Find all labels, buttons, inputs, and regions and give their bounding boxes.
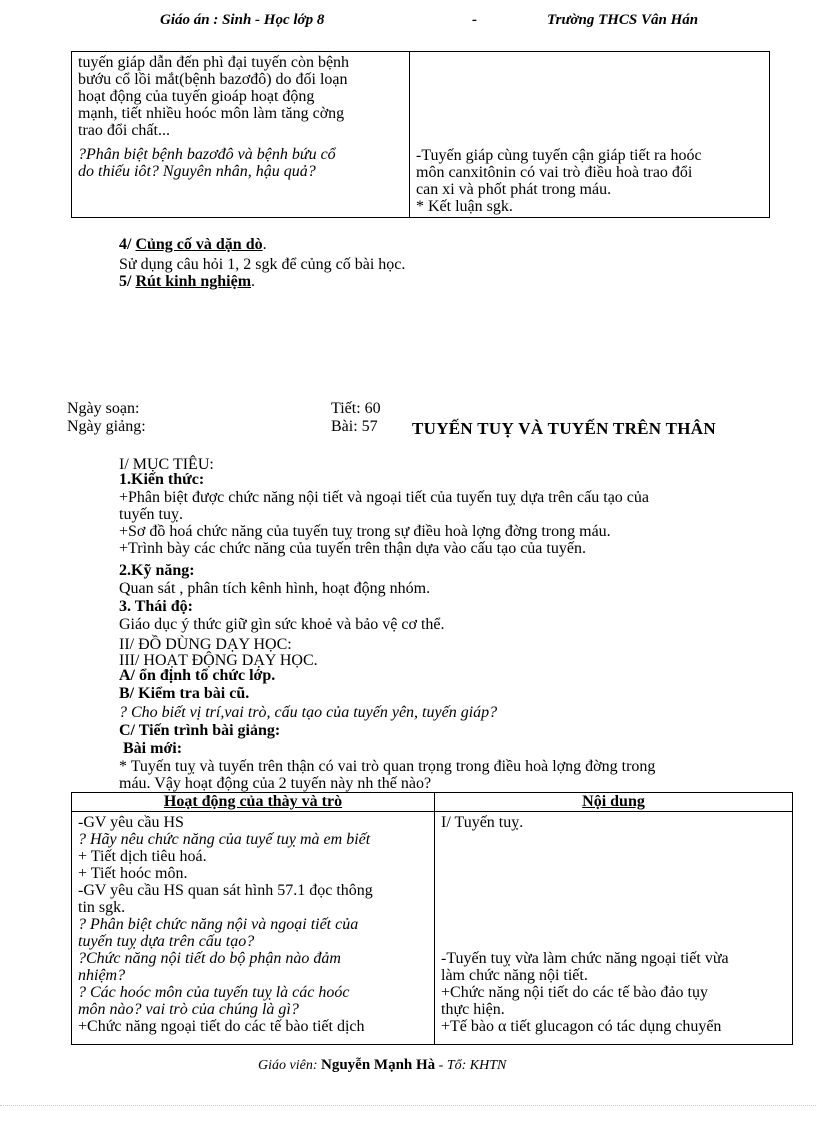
- activity-right-line: -Tuyến tuỵ vừa làm chức năng ngoại tiết vừa: [441, 950, 729, 967]
- ngay-giang: Ngày giảng:: [67, 418, 146, 435]
- activity-left-line: tuyến tuỵ dựa trên cấu tạo?: [78, 933, 255, 950]
- section5-number: 5/: [119, 273, 132, 290]
- part-a: A/ ổn định tổ chức lớp.: [119, 667, 276, 684]
- footer-suffix: - Tổ: KHTN: [438, 1058, 507, 1073]
- skill-text: Quan sát , phân tích kênh hình, hoạt động nhóm.: [119, 580, 431, 597]
- top-table-right-cell: [410, 52, 770, 218]
- text-line: trao đổi chất...: [78, 122, 170, 139]
- footer-name: Nguyễn Mạnh Hà: [320, 1057, 436, 1073]
- activity-right-line: làm chức năng nội tiết.: [441, 967, 588, 984]
- text-line: mạnh, tiết nhiều hoóc môn làm tăng cờng: [78, 105, 345, 122]
- top-right-lines: [416, 147, 763, 215]
- tiet: Tiết: 60: [331, 400, 381, 417]
- knowledge-lines: [119, 489, 649, 557]
- text-line: tuyến giáp dẫn đến phì đại tuyến còn bệnh: [78, 54, 350, 71]
- knowledge-line: tuyến tuỵ.: [119, 506, 183, 523]
- intro-lines: [119, 758, 655, 792]
- activity-col1-header-text: Hoạt động của thày và trò: [163, 793, 343, 810]
- activity-right-line: thực hiện.: [441, 1001, 505, 1018]
- skill-heading: 2.Kỹ năng:: [119, 562, 195, 579]
- knowledge-line: +Trình bày các chức năng của tuyến trên thận dựa vào cấu tạo của tuyến.: [119, 540, 586, 557]
- text-line: môn canxitônin có vai trò điều hoà trao đổi: [416, 164, 693, 181]
- attitude-heading: 3. Thái độ:: [119, 598, 193, 615]
- activity-left-cell: [72, 812, 435, 1045]
- lesson-title: TUYẾN TUỴ VÀ TUYẾN TRÊN THÂN: [412, 419, 716, 438]
- bai: Bài: 57: [331, 418, 378, 435]
- section5-punct: .: [251, 273, 256, 290]
- activity-left-line: ? Hãy nêu chức năng của tuyế tuỵ mà em biết: [78, 831, 371, 848]
- activity-right-line: +Chức năng nội tiết do các tế bào đảo tụy: [441, 984, 708, 1001]
- objectives-heading: I/ MỤC TIÊU:: [119, 456, 214, 473]
- top-left-question: [78, 146, 403, 180]
- activity-left-line: ?Chức năng nội tiết do bộ phận nào đảm: [78, 950, 341, 967]
- section4-heading: [119, 236, 267, 253]
- intro-line: * Tuyến tuỵ và tuyến trên thận có vai trò quan trọng trong điều hoà lợng đờng trong: [119, 758, 656, 775]
- section5-heading: [119, 273, 255, 290]
- header-separator: -: [472, 12, 477, 28]
- activity-left-line: + Tiết dịch tiêu hoá.: [78, 848, 207, 865]
- text-line: * Kết luận sgk.: [416, 198, 513, 215]
- top-table: [71, 51, 770, 218]
- section3-heading: III/ HOẠT ĐỘNG DẠY HỌC.: [119, 652, 318, 669]
- ngay-soan: Ngày soạn:: [67, 400, 140, 417]
- top-left-lines: [78, 54, 403, 139]
- activity-col2-header: [435, 793, 793, 812]
- activity-col2-header-text: Nội dung: [582, 793, 645, 810]
- footer-divider: [0, 1104, 816, 1106]
- part-c: C/ Tiến trình bài giảng:: [119, 722, 281, 739]
- section5-title: Rút kinh nghiệm: [135, 273, 252, 290]
- section4-number: 4/: [119, 236, 132, 253]
- question-line: ?Phân biệt bệnh bazơđô và bệnh bứu cổ: [78, 146, 336, 163]
- text-line: bướu cổ lồi mắt(bệnh bazơđô) do đối loạn: [78, 71, 348, 88]
- new-lesson: Bài mới:: [123, 740, 183, 757]
- activity-left-line: ? Phân biệt chức năng nội và ngoại tiết của: [78, 916, 359, 933]
- footer-label: Giáo viên:: [258, 1058, 318, 1073]
- header-right: Trường THCS Vân Hán: [547, 12, 699, 28]
- activity-col1-header: [72, 793, 435, 812]
- text-line: -Tuyến giáp cùng tuyến cận giáp tiết ra hoóc: [416, 147, 702, 164]
- knowledge-line: +Sơ đồ hoá chức năng của tuyến tuỵ trong sự điều hoà lợng đờng trong máu.: [119, 523, 611, 540]
- activity-left-line: ? Các hoóc môn của tuyến tuỵ là các hoóc: [78, 984, 350, 1001]
- part-b-question: ? Cho biết vị trí,vai trò, cấu tạo của tuyến yên, tuyến giáp?: [119, 704, 498, 721]
- activity-left-line: nhiệm?: [78, 967, 126, 984]
- text-line: can xi và phốt phát trong máu.: [416, 181, 612, 198]
- attitude-text: Giáo dục ý thức giữ gìn sức khoẻ và bảo vệ cơ thể.: [119, 616, 445, 633]
- activity-left-line: tin sgk.: [78, 899, 126, 916]
- activity-left-lines: [78, 814, 428, 1035]
- activity-left-line: +Chức năng ngoại tiết do các tế bào tiết dịch: [78, 1018, 365, 1035]
- knowledge-line: +Phân biệt được chức năng nội tiết và ngoại tiết của tuyến tuỵ dựa trên cấu tạo của: [119, 489, 649, 506]
- top-table-left-cell: [72, 52, 410, 218]
- section4-title: Củng cố và dặn dò: [135, 236, 263, 253]
- footer: [258, 1057, 506, 1074]
- activity-left-line: -GV yêu cầu HS quan sát hình 57.1 đọc thông: [78, 882, 373, 899]
- section4-text: Sử dụng câu hỏi 1, 2 sgk để củng cố bài học.: [119, 256, 406, 273]
- part-b: B/ Kiểm tra bài cũ.: [119, 685, 250, 702]
- activity-table: [71, 792, 793, 1045]
- section2-heading: II/ ĐỒ DÙNG DẠY HỌC:: [119, 636, 292, 653]
- knowledge-heading: 1.Kiến thức:: [119, 471, 205, 488]
- activity-left-line: + Tiết hoóc môn.: [78, 865, 188, 882]
- question-line: do thiếu iôt? Nguyên nhân, hậu quả?: [78, 163, 316, 180]
- activity-left-line: môn nào? vai trò của chúng là gì?: [78, 1001, 299, 1018]
- section4-punct: .: [262, 236, 267, 253]
- activity-right-cell: [435, 812, 793, 1045]
- intro-line: máu. Vậy hoạt động của 2 tuyến này nh thế nào?: [119, 775, 432, 792]
- activity-right-lines: [441, 950, 786, 1035]
- text-line: hoạt động của tuyến gioáp hoạt động: [78, 88, 315, 105]
- activity-right-line: +Tế bào α tiết glucagon có tác dụng chuyển: [441, 1018, 722, 1035]
- header-left: Giáo án : Sinh - Học lớp 8: [160, 12, 325, 28]
- activity-right-first: I/ Tuyến tuỵ.: [441, 814, 524, 831]
- activity-left-line: -GV yêu cầu HS: [78, 814, 184, 831]
